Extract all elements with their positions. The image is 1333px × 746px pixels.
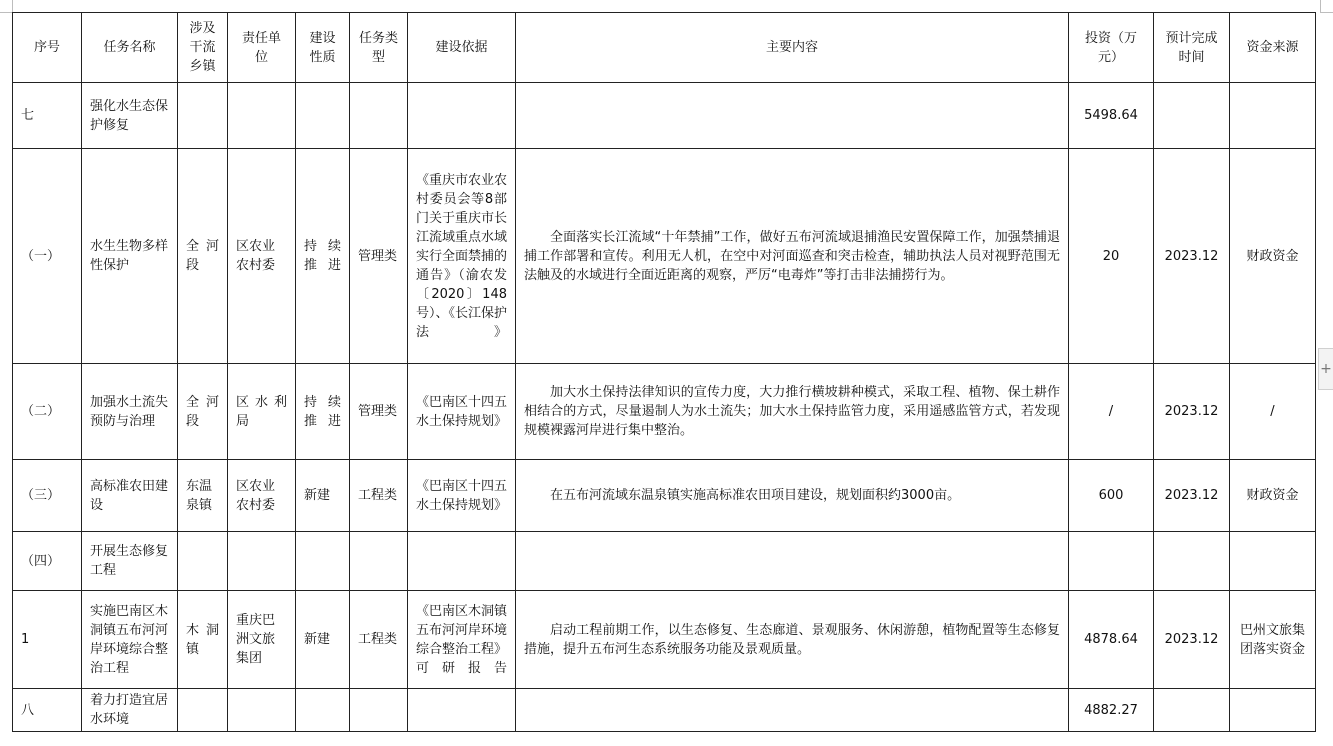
- table-row: [13, 591, 1316, 689]
- cell-completion: [1154, 689, 1230, 732]
- cell-task-name: 开展生态修复工程: [82, 532, 178, 591]
- cell-nature: [296, 532, 350, 591]
- cell-investment: /: [1069, 364, 1154, 460]
- cell-task-name: 着力打造宜居水环境: [82, 689, 178, 732]
- cell-completion: 2023.12: [1154, 460, 1230, 532]
- cell-completion: [1154, 83, 1230, 149]
- cell-nature: 持续推进: [296, 364, 350, 460]
- cell-funding: 财政资金: [1230, 460, 1316, 532]
- cell-basis: 《重庆市农业农村委员会等8部门关于重庆市长江流域重点水域实行全面禁捕的通告》（渝农发〔2020〕148号）、《长江保护法》: [408, 149, 516, 364]
- cell-nature: 新建: [296, 591, 350, 689]
- cell-unit: [228, 689, 296, 732]
- cell-type: [350, 689, 408, 732]
- cell-nature: 新建: [296, 460, 350, 532]
- cell-type: 工程类: [350, 591, 408, 689]
- cell-unit: 区农业农村委: [228, 149, 296, 364]
- cell-towns: [178, 532, 228, 591]
- cell-content: [516, 532, 1069, 591]
- cell-investment: 20: [1069, 149, 1154, 364]
- table-header-row: [13, 13, 1316, 83]
- cell-nature: [296, 689, 350, 732]
- cell-basis: 《巴南区木洞镇五布河河岸环境综合整治工程》可研报告: [408, 591, 516, 689]
- header-investment: 投资（万元）: [1069, 13, 1154, 83]
- cell-seq: 七: [13, 83, 82, 149]
- cell-completion: 2023.12: [1154, 149, 1230, 364]
- table-row: [13, 460, 1316, 532]
- cell-seq: （三）: [13, 460, 82, 532]
- cell-unit: 区农业农村委: [228, 460, 296, 532]
- header-content: 主要内容: [516, 13, 1069, 83]
- table-row: [13, 689, 1316, 732]
- table-row: [13, 83, 1316, 149]
- cell-task-name: 强化水生态保护修复: [82, 83, 178, 149]
- cell-basis: [408, 689, 516, 732]
- cell-type: 管理类: [350, 364, 408, 460]
- cell-type: [350, 532, 408, 591]
- cell-unit: 区水利局: [228, 364, 296, 460]
- cell-seq: （一）: [13, 149, 82, 364]
- header-nature: 建设性质: [296, 13, 350, 83]
- header-seq: 序号: [13, 13, 82, 83]
- add-icon[interactable]: +: [1318, 348, 1333, 390]
- cell-basis: [408, 83, 516, 149]
- cell-funding: 巴州文旅集团落实资金: [1230, 591, 1316, 689]
- cell-task-name: 实施巴南区木洞镇五布河河岸环境综合整治工程: [82, 591, 178, 689]
- cell-unit: 重庆巴洲文旅集团: [228, 591, 296, 689]
- cell-seq: 八: [13, 689, 82, 732]
- cell-funding: [1230, 532, 1316, 591]
- cell-type: 管理类: [350, 149, 408, 364]
- cell-towns: 木洞镇: [178, 591, 228, 689]
- cell-funding: [1230, 689, 1316, 732]
- cell-funding: 财政资金: [1230, 149, 1316, 364]
- cell-content: 全面落实长江流域“十年禁捕”工作，做好五布河流域退捕渔民安置保障工作，加强禁捕退捕工作部署和宣传。利用无人机，在空中对河面巡查和突击检查，辅助执法人员对视野范围无法触及的水域进行全面近距离的观察，严厉“电毒炸”等打击非法捕捞行为。: [516, 149, 1069, 364]
- cell-basis: 《巴南区十四五水土保持规划》: [408, 460, 516, 532]
- cell-investment: 5498.64: [1069, 83, 1154, 149]
- cell-seq: 1: [13, 591, 82, 689]
- cell-nature: [296, 83, 350, 149]
- header-towns: 涉及干流乡镇: [178, 13, 228, 83]
- cell-seq: （二）: [13, 364, 82, 460]
- table-row: [13, 364, 1316, 460]
- cell-investment: 4878.64: [1069, 591, 1154, 689]
- cell-unit: [228, 532, 296, 591]
- cell-towns: 全河段: [178, 149, 228, 364]
- cell-investment: [1069, 532, 1154, 591]
- cell-content: 加大水土保持法律知识的宣传力度，大力推行横坡耕种模式，采取工程、植物、保土耕作相结合的方式，尽量遏制人为水土流失；加大水土保持监管力度，采用遥感监管方式，若发现规模裸露河岸进行集中整治。: [516, 364, 1069, 460]
- header-type: 任务类型: [350, 13, 408, 83]
- header-funding: 资金来源: [1230, 13, 1316, 83]
- cell-nature: 持续推进: [296, 149, 350, 364]
- cell-task-name: 水生生物多样性保护: [82, 149, 178, 364]
- table-row: [13, 532, 1316, 591]
- cell-content: 在五布河流域东温泉镇实施高标准农田项目建设，规划面积约3000亩。: [516, 460, 1069, 532]
- cell-task-name: 加强水土流失预防与治理: [82, 364, 178, 460]
- cell-content: 启动工程前期工作，以生态修复、生态廊道、景观服务、休闲游憩，植物配置等生态修复措施，提升五布河生态系统服务功能及景观质量。: [516, 591, 1069, 689]
- cell-towns: [178, 689, 228, 732]
- cell-unit: [228, 83, 296, 149]
- cell-funding: /: [1230, 364, 1316, 460]
- header-basis: 建设依据: [408, 13, 516, 83]
- header-task-name: 任务名称: [82, 13, 178, 83]
- cell-investment: 4882.27: [1069, 689, 1154, 732]
- task-table: [12, 12, 1316, 732]
- cell-basis: [408, 532, 516, 591]
- cell-completion: [1154, 532, 1230, 591]
- cell-completion: 2023.12: [1154, 591, 1230, 689]
- cell-type: [350, 83, 408, 149]
- header-unit: 责任单位: [228, 13, 296, 83]
- cell-content: [516, 689, 1069, 732]
- cell-completion: 2023.12: [1154, 364, 1230, 460]
- cell-type: 工程类: [350, 460, 408, 532]
- cell-task-name: 高标准农田建设: [82, 460, 178, 532]
- cell-towns: 东温泉镇: [178, 460, 228, 532]
- cell-seq: （四）: [13, 532, 82, 591]
- cell-investment: 600: [1069, 460, 1154, 532]
- page-corner-mark: [1320, 0, 1333, 13]
- table-row: [13, 149, 1316, 364]
- cell-basis: 《巴南区十四五水土保持规划》: [408, 364, 516, 460]
- cell-towns: 全河段: [178, 364, 228, 460]
- cell-content: [516, 83, 1069, 149]
- header-completion: 预计完成时间: [1154, 13, 1230, 83]
- cell-funding: [1230, 83, 1316, 149]
- cell-towns: [178, 83, 228, 149]
